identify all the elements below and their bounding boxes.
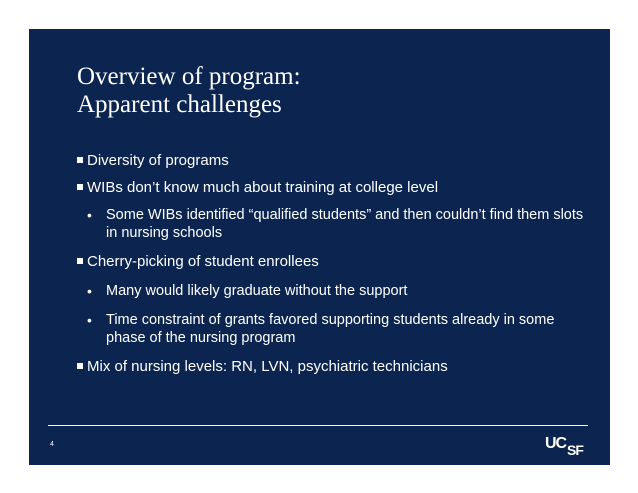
bullet-item-wibs <box>73 179 593 197</box>
bullet-item-nursing-levels <box>73 358 593 376</box>
sub-bullet-item-qualified-students <box>73 206 593 242</box>
bullet-text: Diversity of programs <box>87 152 229 169</box>
sub-bullet-item-time-constraint <box>73 311 593 347</box>
title-line-2: Apparent challenges <box>77 91 282 118</box>
logo-main-text: UC <box>545 435 567 452</box>
square-bullet-icon <box>77 184 83 190</box>
bullet-text: Mix of nursing levels: RN, LVN, psychiatric technicians <box>87 358 448 375</box>
slide <box>29 29 610 465</box>
bullet-list <box>73 152 593 376</box>
sub-bullet-item-graduate <box>73 282 593 300</box>
dot-bullet-icon: • <box>87 283 92 299</box>
title-line-1: Overview of program: <box>77 63 301 90</box>
bullet-text: WIBs don’t know much about training at college level <box>87 179 439 196</box>
logo-sub-text: SF <box>567 442 583 457</box>
slide-title <box>77 63 301 119</box>
bullet-text: Time constraint of grants favored supporting students already in some phase of the nursing program <box>106 312 555 346</box>
square-bullet-icon <box>77 157 83 163</box>
dot-bullet-icon: • <box>87 207 92 223</box>
bullet-item-cherry-picking <box>73 253 593 271</box>
square-bullet-icon <box>77 258 83 264</box>
bullet-text: Cherry-picking of student enrollees <box>87 253 319 270</box>
dot-bullet-icon: • <box>87 312 92 328</box>
page-number: 4 <box>50 441 54 448</box>
bullet-text: Some WIBs identified “qualified students” and then couldn’t find them slots in nursing schools <box>106 207 584 241</box>
bullet-text: Many would likely graduate without the support <box>106 283 408 299</box>
ucsf-logo <box>545 433 587 457</box>
square-bullet-icon <box>77 363 83 369</box>
footer-divider <box>48 425 588 426</box>
bullet-item-diversity <box>73 152 593 170</box>
